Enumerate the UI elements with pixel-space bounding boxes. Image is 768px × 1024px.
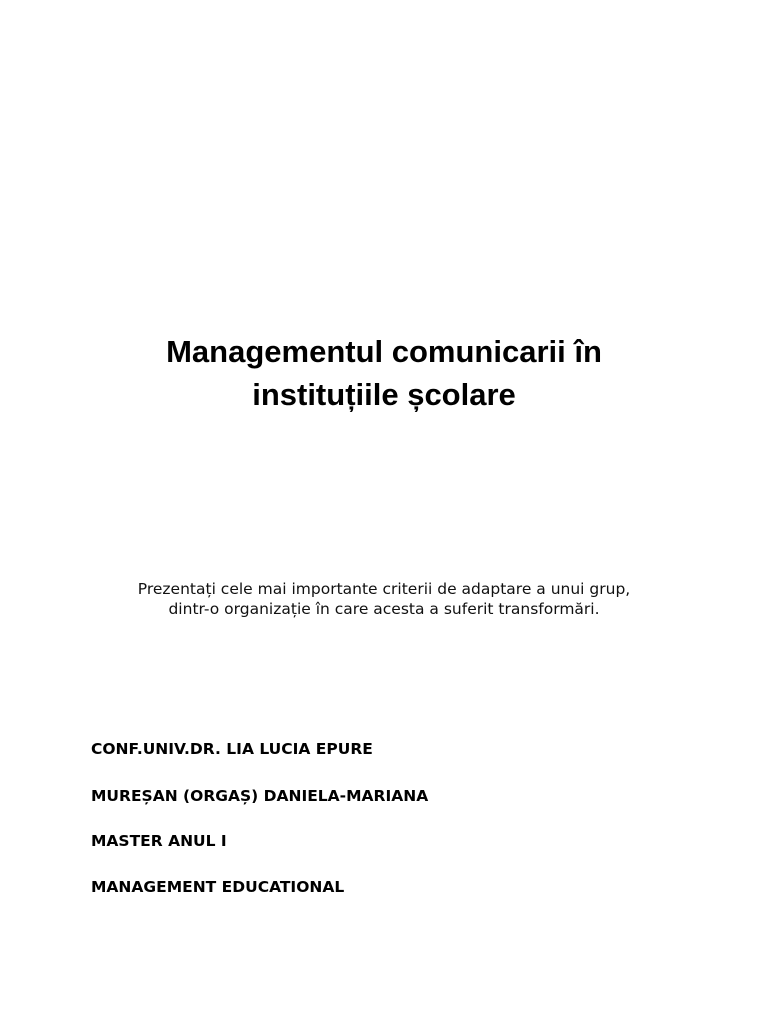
title-line-2: instituțiile școlare	[252, 377, 516, 412]
specialization: MANAGEMENT EDUCATIONAL	[91, 878, 345, 896]
program-year: MASTER ANUL I	[91, 832, 227, 850]
prompt-line-1: Prezentați cele mai importante criterii de adaptare a unui grup,	[137, 580, 631, 598]
document-title	[0, 330, 768, 416]
student-name: MUREȘAN (ORGAȘ) DANIELA-MARIANA	[91, 787, 429, 805]
professor-name: CONF.UNIV.DR. LIA LUCIA EPURE	[91, 740, 373, 758]
title-line-1: Managementul comunicarii în	[166, 334, 602, 369]
assignment-prompt	[0, 579, 768, 619]
prompt-line-2: dintr-o organizație în care acesta a suferit transformări.	[168, 600, 600, 618]
